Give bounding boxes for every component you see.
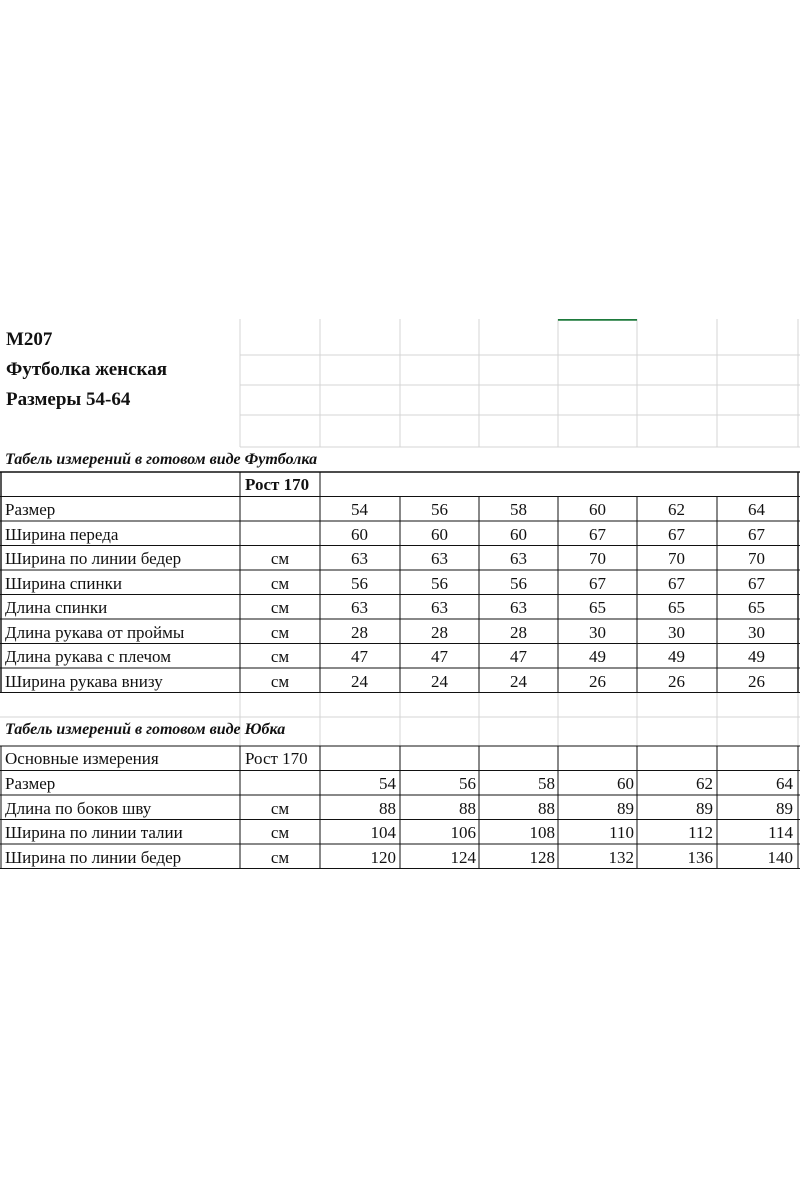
row-label: Ширина спинки: [5, 573, 122, 593]
value-cell: 106: [450, 823, 476, 842]
value-cell: 49: [668, 647, 685, 666]
table2-caption: Табель измерений в готовом виде Юбка: [5, 721, 286, 738]
header-row-sizes: [0, 385, 800, 415]
table2-header-row: [0, 746, 800, 771]
row-unit: см: [270, 598, 290, 617]
value-cell: 120: [370, 847, 396, 867]
value-cell: 56: [431, 500, 448, 519]
value-cell: 28: [351, 622, 368, 642]
value-cell: 65: [589, 598, 606, 617]
row-unit: см: [270, 647, 290, 666]
value-cell: 67: [668, 524, 685, 544]
value-cell: 67: [748, 573, 765, 593]
row-unit: см: [270, 573, 290, 593]
value-cell: 54: [351, 500, 368, 519]
table-row: [0, 796, 800, 821]
value-cell: 136: [687, 847, 713, 867]
table-row: [0, 595, 800, 620]
value-cell: 104: [370, 823, 396, 842]
value-cell: 112: [688, 823, 713, 842]
row-unit: [240, 497, 320, 522]
value-cell: 58: [510, 500, 527, 519]
table1-height-label: Рост 170: [245, 475, 310, 494]
value-cell: 67: [668, 573, 685, 593]
value-cell: 63: [351, 549, 368, 568]
value-cell: 30: [589, 622, 606, 642]
row-label: Ширина по линии бедер: [5, 549, 182, 568]
value-cell: 26: [668, 671, 685, 691]
value-cell: 47: [431, 647, 448, 666]
table-row: [0, 497, 800, 522]
value-cell: 47: [351, 647, 368, 666]
model-code: М207: [6, 329, 53, 350]
value-cell: 63: [431, 549, 448, 568]
row-unit: см: [270, 823, 290, 842]
row-label: Размер: [5, 774, 56, 793]
table2-caption-row: [0, 717, 800, 742]
value-cell: 60: [351, 524, 368, 544]
sizes-range: Размеры 54-64: [6, 389, 131, 410]
value-cell: 54: [379, 774, 396, 793]
value-cell: 30: [748, 622, 765, 642]
value-cell: 24: [510, 671, 527, 691]
header-row-model: [0, 325, 800, 355]
row-unit: см: [270, 798, 290, 818]
row-unit: [240, 522, 320, 547]
value-cell: 28: [431, 622, 448, 642]
value-cell: 63: [510, 549, 527, 568]
row-label: Длина по боков шву: [5, 798, 152, 818]
value-cell: 114: [768, 823, 793, 842]
value-cell: 64: [748, 500, 765, 519]
value-cell: 60: [617, 774, 634, 793]
row-unit: см: [270, 847, 290, 867]
value-cell: 63: [510, 598, 527, 617]
row-label: Длина спинки: [5, 598, 108, 617]
value-cell: 28: [510, 622, 527, 642]
value-cell: 49: [589, 647, 606, 666]
row-label: Ширина рукава внизу: [5, 671, 163, 691]
value-cell: 56: [431, 573, 448, 593]
value-cell: 30: [668, 622, 685, 642]
value-cell: 63: [351, 598, 368, 617]
value-cell: 56: [510, 573, 527, 593]
value-cell: 56: [459, 774, 476, 793]
value-cell: 26: [748, 671, 765, 691]
table2-main-label: Основные измерения: [5, 749, 159, 768]
value-cell: 128: [529, 847, 555, 867]
value-cell: 89: [776, 798, 793, 818]
table1-caption-row: [0, 447, 800, 472]
table1-height-row: [0, 472, 800, 497]
value-cell: 62: [696, 774, 713, 793]
value-cell: 132: [608, 847, 634, 867]
table-row: [0, 669, 800, 694]
value-cell: 88: [459, 798, 476, 818]
row-unit: см: [270, 671, 290, 691]
value-cell: 89: [617, 798, 634, 818]
value-cell: 24: [431, 671, 448, 691]
row-label: Размер: [5, 500, 56, 519]
value-cell: 63: [431, 598, 448, 617]
value-cell: 60: [589, 500, 606, 519]
value-cell: 67: [589, 524, 606, 544]
product-name: Футболка женская: [6, 359, 167, 380]
row-label: Ширина по линии бедер: [5, 847, 182, 867]
row-unit: см: [270, 549, 290, 568]
value-cell: 24: [351, 671, 368, 691]
table1-caption: Табель измерений в готовом виде Футболка: [5, 451, 318, 468]
value-cell: 70: [748, 549, 765, 568]
row-label: Длина рукава с плечом: [5, 647, 171, 666]
spreadsheet: [0, 319, 800, 879]
value-cell: 64: [776, 774, 793, 793]
value-cell: 140: [767, 847, 793, 867]
header-row-product: [0, 355, 800, 385]
value-cell: 110: [609, 823, 634, 842]
value-cell: 56: [351, 573, 368, 593]
value-cell: 65: [748, 598, 765, 617]
value-cell: 70: [668, 549, 685, 568]
row-label: Длина рукава от проймы: [5, 622, 185, 642]
value-cell: 124: [450, 847, 476, 867]
table-row: [0, 845, 800, 870]
table-row: [0, 571, 800, 596]
table-row: [0, 820, 800, 845]
row-label: Ширина переда: [5, 524, 119, 544]
table2-height-label: Рост 170: [245, 749, 308, 768]
value-cell: 47: [510, 647, 527, 666]
row-unit: см: [270, 622, 290, 642]
value-cell: 70: [589, 549, 606, 568]
row-label: Ширина по линии талии: [5, 823, 183, 842]
value-cell: 65: [668, 598, 685, 617]
table-row: [0, 771, 800, 796]
table-row: [0, 546, 800, 571]
value-cell: 67: [589, 573, 606, 593]
value-cell: 58: [538, 774, 555, 793]
value-cell: 89: [696, 798, 713, 818]
table-row: [0, 644, 800, 669]
value-cell: 60: [510, 524, 527, 544]
row-unit: [240, 771, 320, 796]
value-cell: 49: [748, 647, 765, 666]
value-cell: 60: [431, 524, 448, 544]
value-cell: 67: [748, 524, 765, 544]
table-row: [0, 620, 800, 645]
value-cell: 88: [538, 798, 555, 818]
table-row: [0, 522, 800, 547]
value-cell: 62: [668, 500, 685, 519]
value-cell: 88: [379, 798, 396, 818]
value-cell: 26: [589, 671, 606, 691]
value-cell: 108: [529, 823, 555, 842]
